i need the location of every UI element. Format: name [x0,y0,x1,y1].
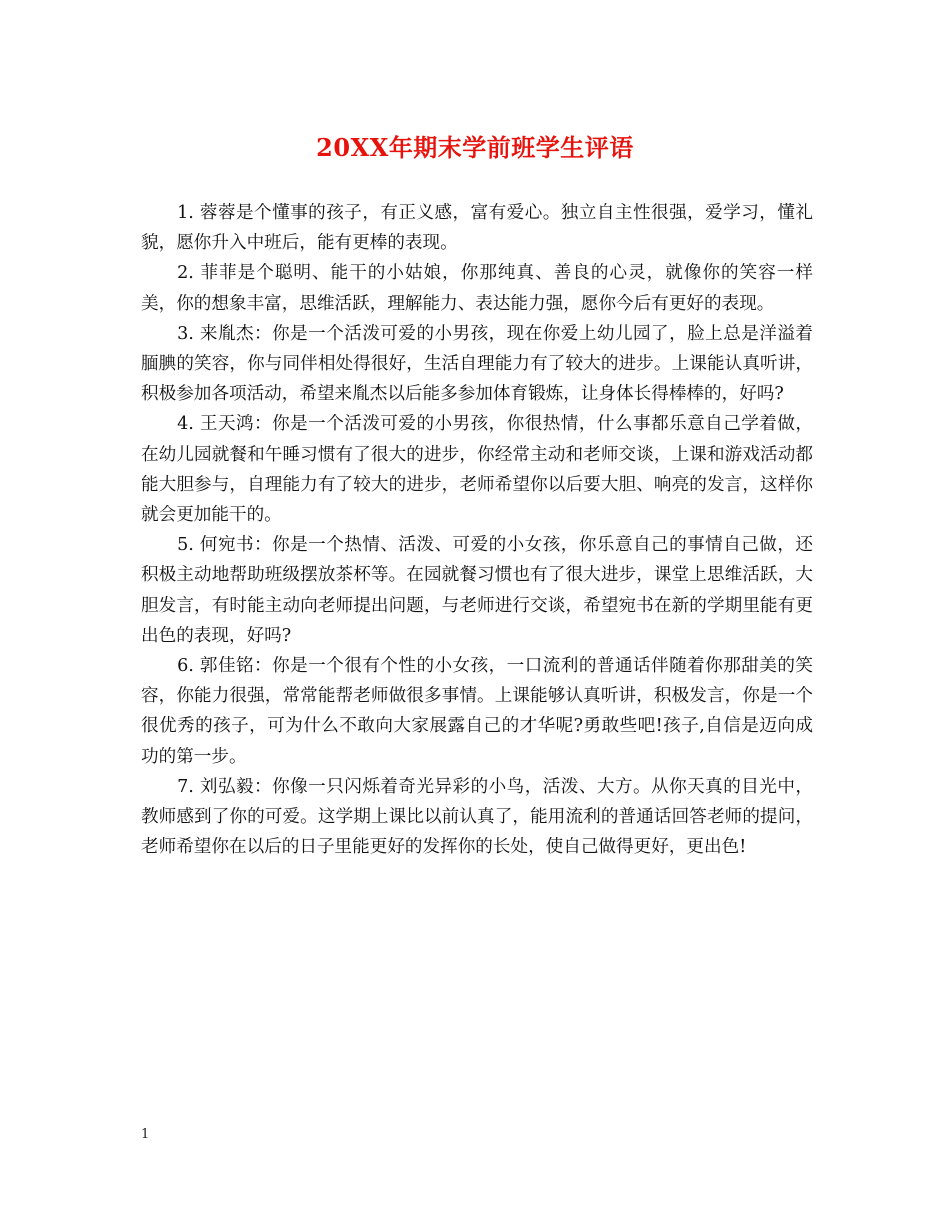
comment-paragraph-1: 1. 蓉蓉是个懂事的孩子，有正义感，富有爱心。独立自主性很强，爱学习，懂礼貌，愿你升入中班后，能有更棒的表现。 [141,203,813,254]
comment-paragraph-2: 2. 菲菲是个聪明、能干的小姑娘，你那纯真、善良的心灵，就像你的笑容一样美，你的想象丰富，思维活跃，理解能力、表达能力强，愿你今后有更好的表现。 [141,263,813,314]
comment-paragraph-4: 4. 王天鸿：你是一个活泼可爱的小男孩，你很热情，什么事都乐意自己学着做，在幼儿园就餐和午睡习惯有了很大的进步，你经常主动和老师交谈，上课和游戏活动都能大胆参与，自理能力有了较大的进步，老师希望你以后要大胆、响亮的发言，这样你就会更加能干的。 [141,414,813,526]
comment-paragraph-5: 5. 何宛书：你是一个热情、活泼、可爱的小女孩，你乐意自己的事情自己做，还积极主动地帮助班级摆放茶杯等。在园就餐习惯也有了很大进步，课堂上思维活跃，大胆发言，有时能主动向老师提出问题，与老师进行交谈，希望宛书在新的学期里能有更出色的表现，好吗? [141,535,813,646]
page-number: 1 [141,1127,150,1142]
document-body [141,198,813,862]
comment-paragraph-6: 6. 郭佳铭：你是一个很有个性的小女孩，一口流利的普通话伴随着你那甜美的笑容，你能力很强，常常能帮老师做很多事情。上课能够认真听讲，积极发言，你是一个很优秀的孩子，可为什么不敢向大家展露自己的才华呢?勇敢些吧!孩子,自信是迈向成功的第一步。 [141,656,813,767]
document-title: 20XX年期末学前班学生评语 [316,133,634,162]
comment-paragraph-3: 3. 来胤杰：你是一个活泼可爱的小男孩，现在你爱上幼儿园了，脸上总是洋溢着腼腆的笑容，你与同伴相处得很好，生活自理能力有了较大的进步。上课能认真听讲，积极参加各项活动，希望来胤杰以后能多参加体育锻炼，让身体长得棒棒的，好吗? [141,323,813,405]
comment-paragraph-7: 7. 刘弘毅：你像一只闪烁着奇光异彩的小鸟，活泼、大方。从你天真的目光中，教师感到了你的可爱。这学期上课比以前认真了，能用流利的普通话回答老师的提问，老师希望你在以后的日子里能更好的发挥你的长处，使自己做得更好，更出色! [141,776,813,858]
